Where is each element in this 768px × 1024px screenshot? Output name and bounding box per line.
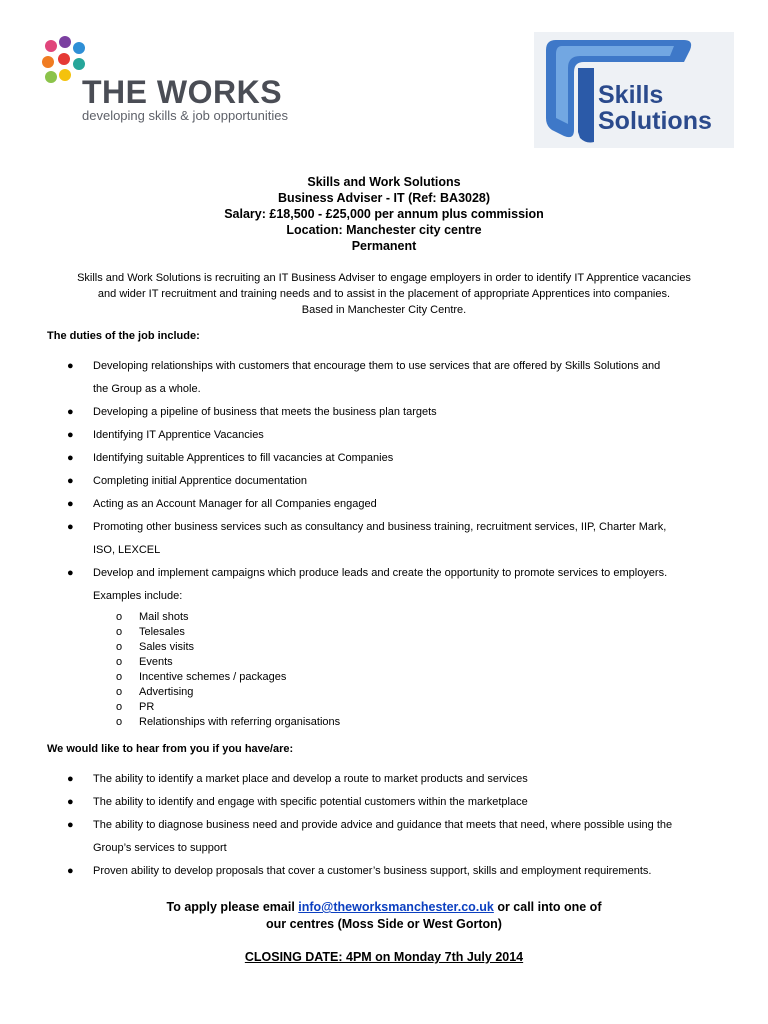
skills-solutions-logo xyxy=(534,32,734,148)
email-link[interactable]: info@theworksmanchester.co.uk xyxy=(298,900,494,914)
sub-list-item-text: Sales visits xyxy=(139,641,195,653)
list-item-text: ISO, LEXCEL xyxy=(93,544,161,556)
list-item-text: Acting as an Account Manager for all Companies engaged xyxy=(93,498,377,510)
requirements-title: We would like to hear from you if you have/are: xyxy=(47,743,294,755)
bullet-icon: ● xyxy=(67,360,74,372)
list-item-text: Examples include: xyxy=(93,590,183,602)
bullet-icon: ● xyxy=(67,796,74,808)
sub-list-item-text: Telesales xyxy=(139,626,185,638)
duties-title: The duties of the job include: xyxy=(47,330,200,342)
apply-instructions xyxy=(0,899,768,933)
sub-bullet-icon: o xyxy=(116,626,123,638)
sub-list-item-text: Incentive schemes / packages xyxy=(139,671,287,683)
sub-bullet-icon: o xyxy=(116,611,123,623)
bullet-icon: ● xyxy=(67,773,74,785)
sub-bullet-icon: o xyxy=(116,656,123,668)
list-item-text: The ability to identify and engage with specific potential customers within the marketplace xyxy=(93,796,528,808)
intro-paragraph xyxy=(40,270,728,318)
the-works-title: THE WORKS xyxy=(82,74,283,110)
sub-list-item-text: Relationships with referring organisations xyxy=(139,716,341,728)
job-type: Permanent xyxy=(351,239,417,253)
company-name: Skills and Work Solutions xyxy=(307,175,461,189)
sub-bullet-icon: o xyxy=(116,686,123,698)
sub-bullet-icon: o xyxy=(116,716,123,728)
job-heading xyxy=(0,174,768,254)
intro-line: and wider IT recruitment and training needs and to assist in the placement of appropriate Apprentices into companies. xyxy=(97,288,671,300)
job-role: Business Adviser - IT (Ref: BA3028) xyxy=(277,191,491,205)
apply-prefix: To apply please email xyxy=(166,900,299,914)
list-item-text: Group’s services to support xyxy=(93,842,227,854)
list-item-text: Developing relationships with customers that encourage them to use services that are offered by Skills Solutions and xyxy=(93,360,661,372)
list-item-text: Identifying IT Apprentice Vacancies xyxy=(93,429,264,441)
skills-word: Skills xyxy=(598,81,664,109)
bullet-icon: ● xyxy=(67,865,74,877)
bullet-icon: ● xyxy=(67,475,74,487)
list-item-text: the Group as a whole. xyxy=(93,383,201,395)
list-item-text: The ability to identify a market place and develop a route to market products and services xyxy=(93,773,528,785)
sub-bullet-icon: o xyxy=(116,641,123,653)
sub-list-item-text: PR xyxy=(139,701,155,713)
list-item-text: Develop and implement campaigns which produce leads and create the opportunity to promote services to employers. xyxy=(93,567,668,579)
apply-suffix: or call into one of xyxy=(493,900,602,914)
apply-centres: our centres (Moss Side or West Gorton) xyxy=(266,917,502,931)
list-item-text: Completing initial Apprentice documentation xyxy=(93,475,308,487)
intro-line: Based in Manchester City Centre. xyxy=(301,304,467,316)
sub-list-item-text: Events xyxy=(139,656,173,668)
sub-list-item-text: Advertising xyxy=(139,686,194,698)
bullet-icon: ● xyxy=(67,429,74,441)
bullet-icon: ● xyxy=(67,452,74,464)
list-item-text: Developing a pipeline of business that meets the business plan targets xyxy=(93,406,437,418)
bullet-icon: ● xyxy=(67,498,74,510)
list-item-text: Promoting other business services such as consultancy and business training, recruitment services, IIP, Charter Mark, xyxy=(93,521,667,533)
apply-line xyxy=(0,899,768,916)
list-item-text: The ability to diagnose business need and provide advice and guidance that meets that need, where possible using the xyxy=(93,819,673,831)
job-salary: Salary: £18,500 - £25,000 per annum plus commission xyxy=(224,207,544,221)
coloured-dots-icon xyxy=(40,36,88,84)
bullet-icon: ● xyxy=(67,521,74,533)
intro-line: Skills and Work Solutions is recruiting an IT Business Adviser to engage employers in order to identify IT Apprentice vacancies xyxy=(77,272,691,284)
skills-solutions-text xyxy=(598,82,712,134)
bullet-icon: ● xyxy=(67,567,74,579)
sub-list-item-text: Mail shots xyxy=(139,611,189,623)
bullet-icon: ● xyxy=(67,819,74,831)
job-location: Location: Manchester city centre xyxy=(286,223,482,237)
sub-bullet-icon: o xyxy=(116,701,123,713)
closing-date: CLOSING DATE: 4PM on Monday 7th July 2014 xyxy=(244,950,524,964)
sub-bullet-icon: o xyxy=(116,671,123,683)
solutions-word: Solutions xyxy=(598,107,712,135)
list-item-text: Proven ability to develop proposals that cover a customer’s business support, skills and employment requirements. xyxy=(93,865,652,877)
the-works-tagline: developing skills & job opportunities xyxy=(82,108,288,123)
the-works-logo xyxy=(40,36,310,126)
list-item-text: Identifying suitable Apprentices to fill vacancies at Companies xyxy=(93,452,394,464)
bullet-icon: ● xyxy=(67,406,74,418)
